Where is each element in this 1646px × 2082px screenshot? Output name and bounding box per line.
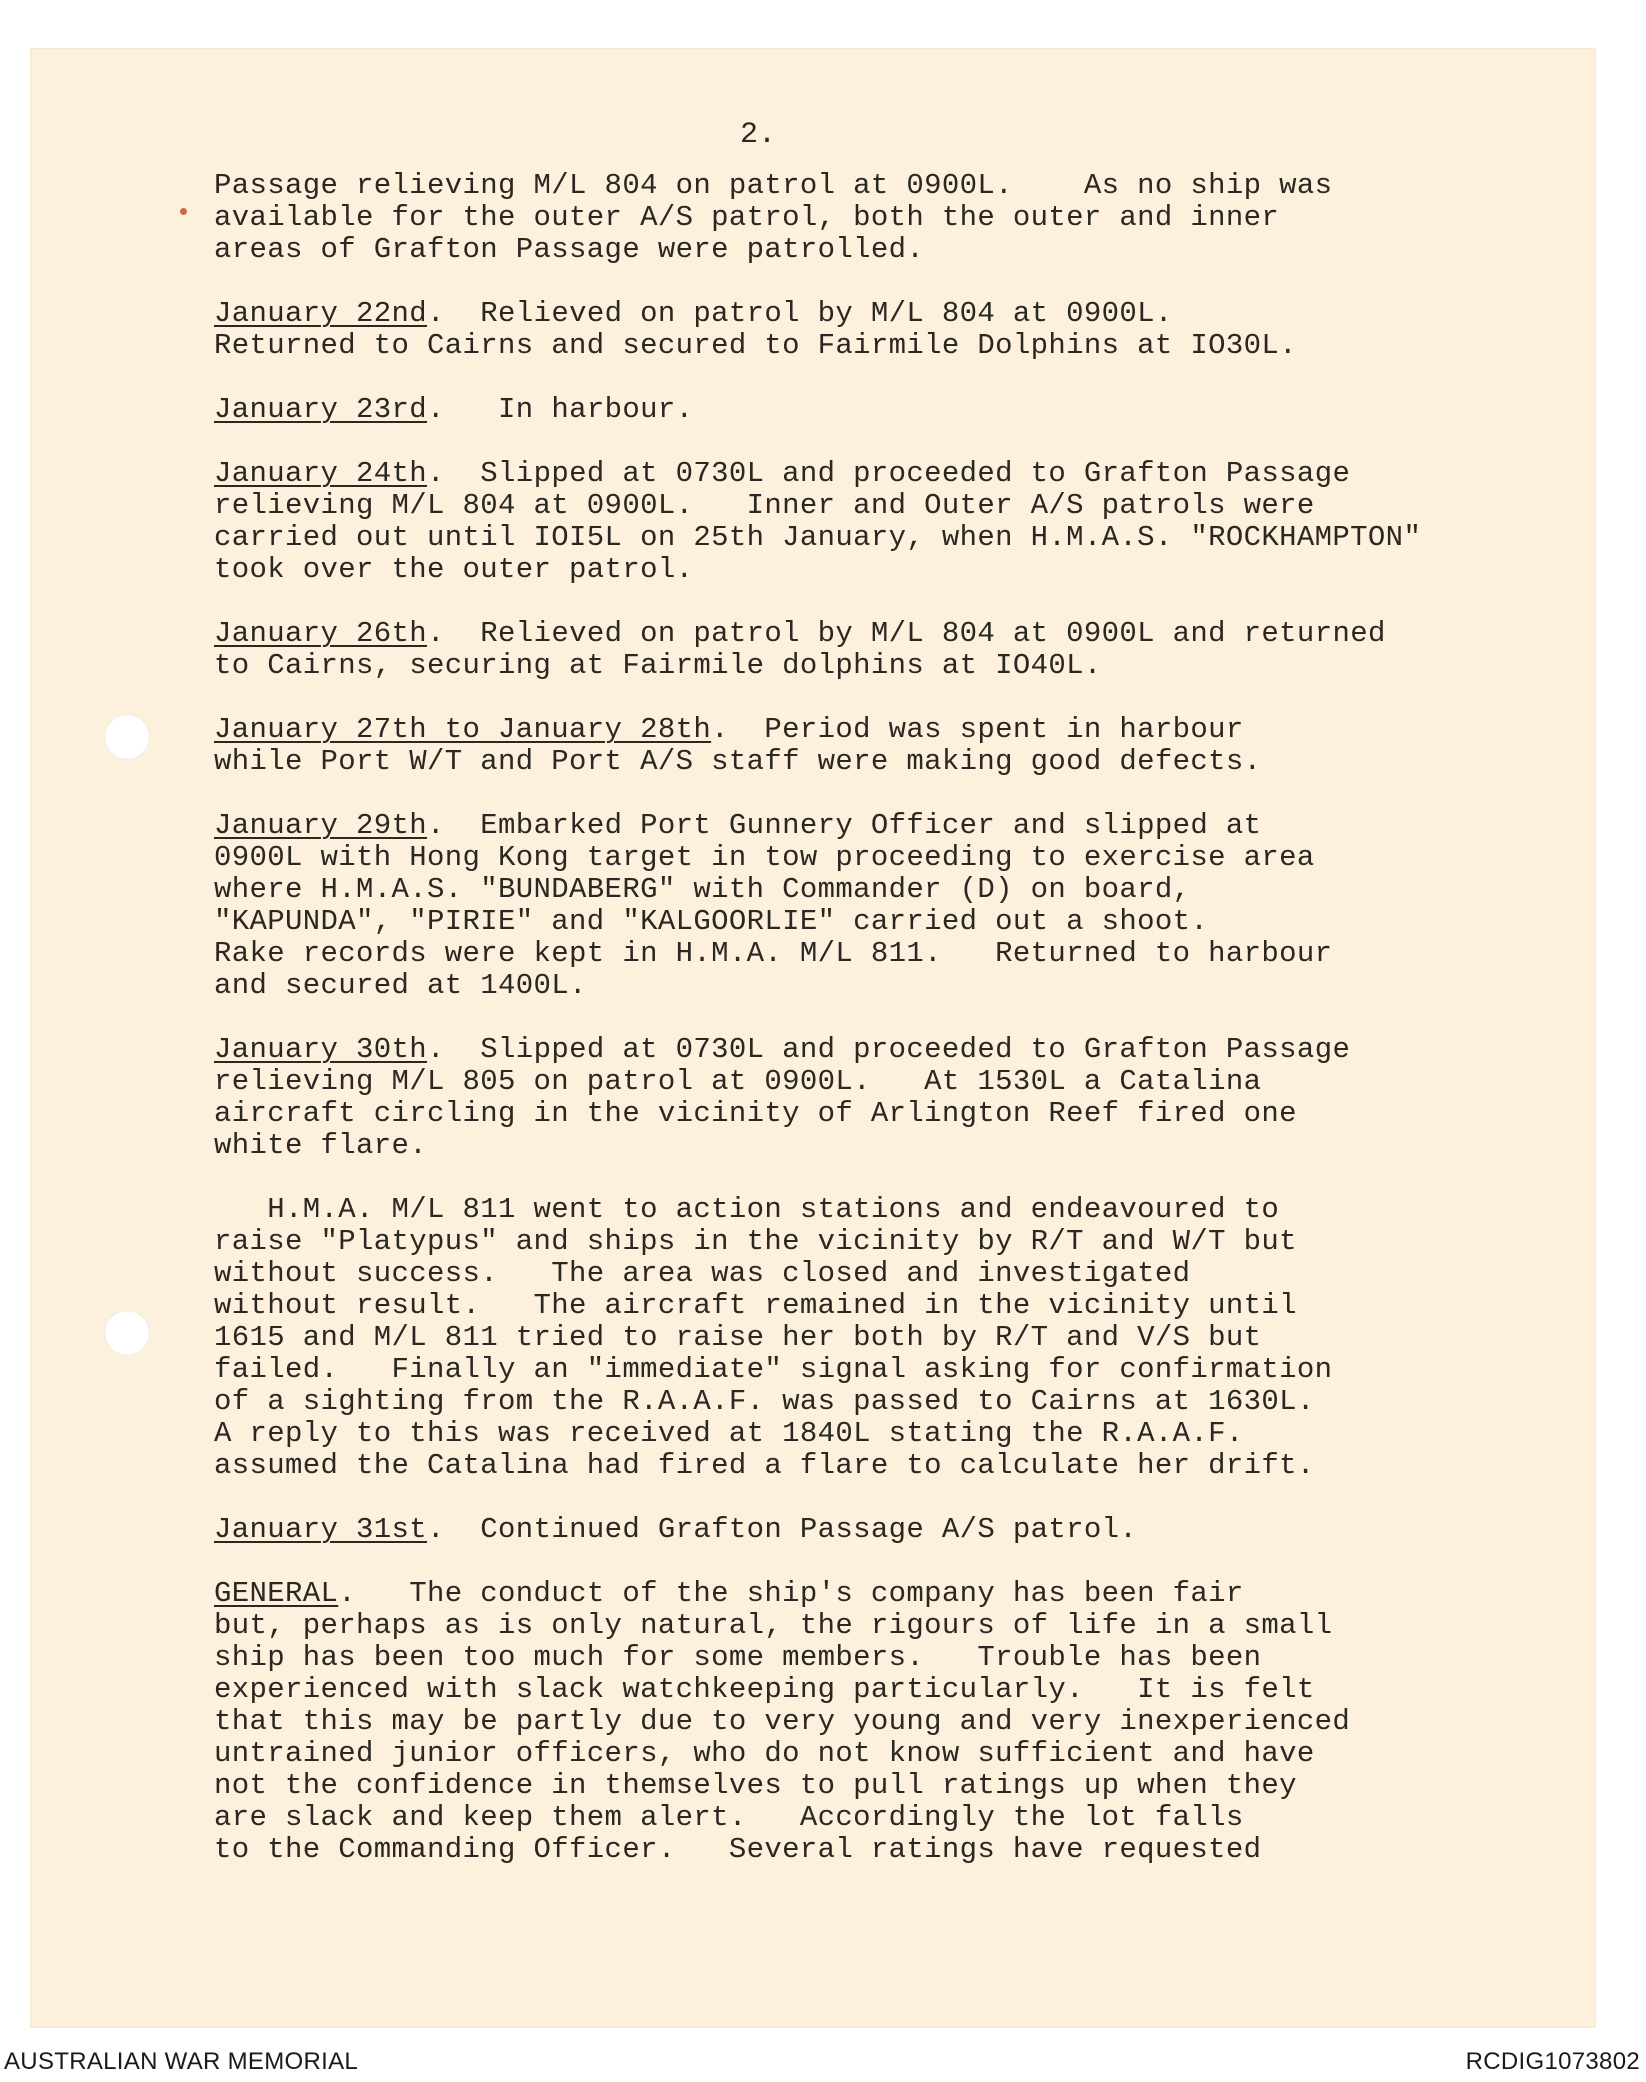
text-line	[214, 1802, 1544, 1834]
text-line	[214, 554, 1544, 586]
line-text: Returned to Cairns and secured to Fairmile Dolphins at IO30L.	[214, 329, 1297, 362]
line-text: 1615 and M/L 811 tried to raise her both by R/T and V/S but	[214, 1321, 1262, 1354]
text-line	[214, 522, 1544, 554]
line-text: raise "Platypus" and ships in the vicinity by R/T and W/T but	[214, 1225, 1297, 1258]
line-text: failed. Finally an "immediate" signal asking for confirmation	[214, 1353, 1333, 1386]
text-line	[214, 1098, 1544, 1130]
line-text: Rake records were kept in H.M.A. M/L 811. Returned to harbour	[214, 937, 1333, 970]
text-line	[214, 618, 1544, 650]
text-line	[214, 714, 1544, 746]
line-text: H.M.A. M/L 811 went to action stations and endeavoured to	[214, 1193, 1280, 1226]
text-line	[214, 1258, 1544, 1290]
entry-date: January 22nd	[214, 297, 428, 330]
line-text: carried out until IOI5L on 25th January, when H.M.A.S. "ROCKHAMPTON"	[214, 521, 1422, 554]
text-line	[214, 1674, 1544, 1706]
paragraph	[214, 1578, 1544, 1866]
entry-date: January 23rd	[214, 393, 428, 426]
text-line	[214, 234, 1544, 266]
paragraph	[214, 298, 1544, 362]
line-text: experienced with slack watchkeeping particularly. It is felt	[214, 1673, 1315, 1706]
line-text: available for the outer A/S patrol, both the outer and inner	[214, 201, 1280, 234]
line-text: not the confidence in themselves to pull ratings up when they	[214, 1769, 1297, 1802]
line-text: areas of Grafton Passage were patrolled.	[214, 233, 925, 266]
line-text: untrained junior officers, who do not know sufficient and have	[214, 1737, 1315, 1770]
document-body	[214, 170, 1544, 1898]
text-line	[214, 1706, 1544, 1738]
entry-date: January 26th	[214, 617, 428, 650]
text-line	[214, 1642, 1544, 1674]
text-line	[214, 1226, 1544, 1258]
line-text: are slack and keep them alert. Accordingly the lot falls	[214, 1801, 1244, 1834]
entry-date: January 30th	[214, 1033, 428, 1066]
text-line	[214, 458, 1544, 490]
line-text: that this may be partly due to very young and very inexperienced	[214, 1705, 1351, 1738]
footer-id: RCDIG1073802	[1465, 2048, 1640, 2075]
paragraph	[214, 170, 1544, 266]
line-text: took over the outer patrol.	[214, 553, 694, 586]
line-text: and secured at 1400L.	[214, 969, 587, 1002]
line-text: "KAPUNDA", "PIRIE" and "KALGOORLIE" carried out a shoot.	[214, 905, 1209, 938]
paragraph	[214, 394, 1544, 426]
text-line	[214, 938, 1544, 970]
text-line	[214, 906, 1544, 938]
text-line	[214, 1066, 1544, 1098]
text-line	[214, 1130, 1544, 1162]
paragraph	[214, 714, 1544, 778]
paragraph	[214, 810, 1544, 1002]
line-text: . Continued Grafton Passage A/S patrol.	[427, 1513, 1138, 1546]
paragraph	[214, 458, 1544, 586]
footer-source: AUSTRALIAN WAR MEMORIAL	[4, 2048, 359, 2075]
line-text: . Relieved on patrol by M/L 804 at 0900L.	[427, 297, 1173, 330]
entry-date: GENERAL	[214, 1577, 339, 1610]
line-text: without result. The aircraft remained in the vicinity until	[214, 1289, 1297, 1322]
line-text: assumed the Catalina had fired a flare to calculate her drift.	[214, 1449, 1315, 1482]
text-line	[214, 1834, 1544, 1866]
line-text: but, perhaps as is only natural, the rigours of life in a small	[214, 1609, 1333, 1642]
punch-hole-upper	[104, 714, 150, 760]
line-text: relieving M/L 805 on patrol at 0900L. At 1530L a Catalina	[214, 1065, 1262, 1098]
text-line	[214, 1578, 1544, 1610]
text-line	[214, 650, 1544, 682]
punch-hole-lower	[104, 1310, 150, 1356]
paragraph	[214, 618, 1544, 682]
text-line	[214, 298, 1544, 330]
text-line	[214, 970, 1544, 1002]
text-line	[214, 874, 1544, 906]
text-line	[214, 1610, 1544, 1642]
line-text: . Period was spent in harbour	[711, 713, 1244, 746]
page-number: 2.	[740, 118, 777, 152]
line-text: to the Commanding Officer. Several ratings have requested	[214, 1833, 1262, 1866]
text-line	[214, 1450, 1544, 1482]
text-line	[214, 1322, 1544, 1354]
text-line	[214, 1386, 1544, 1418]
paragraph	[214, 1194, 1544, 1482]
line-text: Passage relieving M/L 804 on patrol at 0900L. As no ship was	[214, 169, 1333, 202]
line-text: . Relieved on patrol by M/L 804 at 0900L and returned	[427, 617, 1386, 650]
text-line	[214, 1034, 1544, 1066]
paragraph	[214, 1034, 1544, 1162]
line-text: relieving M/L 804 at 0900L. Inner and Outer A/S patrols were	[214, 489, 1315, 522]
text-line	[214, 1738, 1544, 1770]
line-text: to Cairns, securing at Fairmile dolphins at IO40L.	[214, 649, 1102, 682]
text-line	[214, 1770, 1544, 1802]
paragraph	[214, 1514, 1544, 1546]
text-line	[214, 330, 1544, 362]
text-line	[214, 810, 1544, 842]
entry-date: January 29th	[214, 809, 428, 842]
line-text: A reply to this was received at 1840L stating the R.A.A.F.	[214, 1417, 1244, 1450]
line-text: ship has been too much for some members. Trouble has been	[214, 1641, 1262, 1674]
margin-mark	[180, 208, 187, 215]
text-line	[214, 202, 1544, 234]
entry-date: January 27th to January 28th	[214, 713, 712, 746]
text-line	[214, 1514, 1544, 1546]
text-line	[214, 1194, 1544, 1226]
line-text: where H.M.A.S. "BUNDABERG" with Commander (D) on board,	[214, 873, 1191, 906]
line-text: . Slipped at 0730L and proceeded to Grafton Passage	[427, 457, 1351, 490]
text-line	[214, 490, 1544, 522]
line-text: without success. The area was closed and investigated	[214, 1257, 1191, 1290]
line-text: of a sighting from the R.A.A.F. was passed to Cairns at 1630L.	[214, 1385, 1315, 1418]
line-text: 0900L with Hong Kong target in tow proceeding to exercise area	[214, 841, 1315, 874]
line-text: . In harbour.	[427, 393, 694, 426]
entry-date: January 24th	[214, 457, 428, 490]
text-line	[214, 842, 1544, 874]
line-text: . Slipped at 0730L and proceeded to Grafton Passage	[427, 1033, 1351, 1066]
text-line	[214, 394, 1544, 426]
entry-date: January 31st	[214, 1513, 428, 1546]
line-text: aircraft circling in the vicinity of Arlington Reef fired one	[214, 1097, 1297, 1130]
line-text: white flare.	[214, 1129, 428, 1162]
line-text: . The conduct of the ship's company has been fair	[338, 1577, 1244, 1610]
text-line	[214, 1418, 1544, 1450]
text-line	[214, 1354, 1544, 1386]
text-line	[214, 170, 1544, 202]
text-line	[214, 746, 1544, 778]
line-text: . Embarked Port Gunnery Officer and slipped at	[427, 809, 1262, 842]
line-text: while Port W/T and Port A/S staff were making good defects.	[214, 745, 1262, 778]
text-line	[214, 1290, 1544, 1322]
